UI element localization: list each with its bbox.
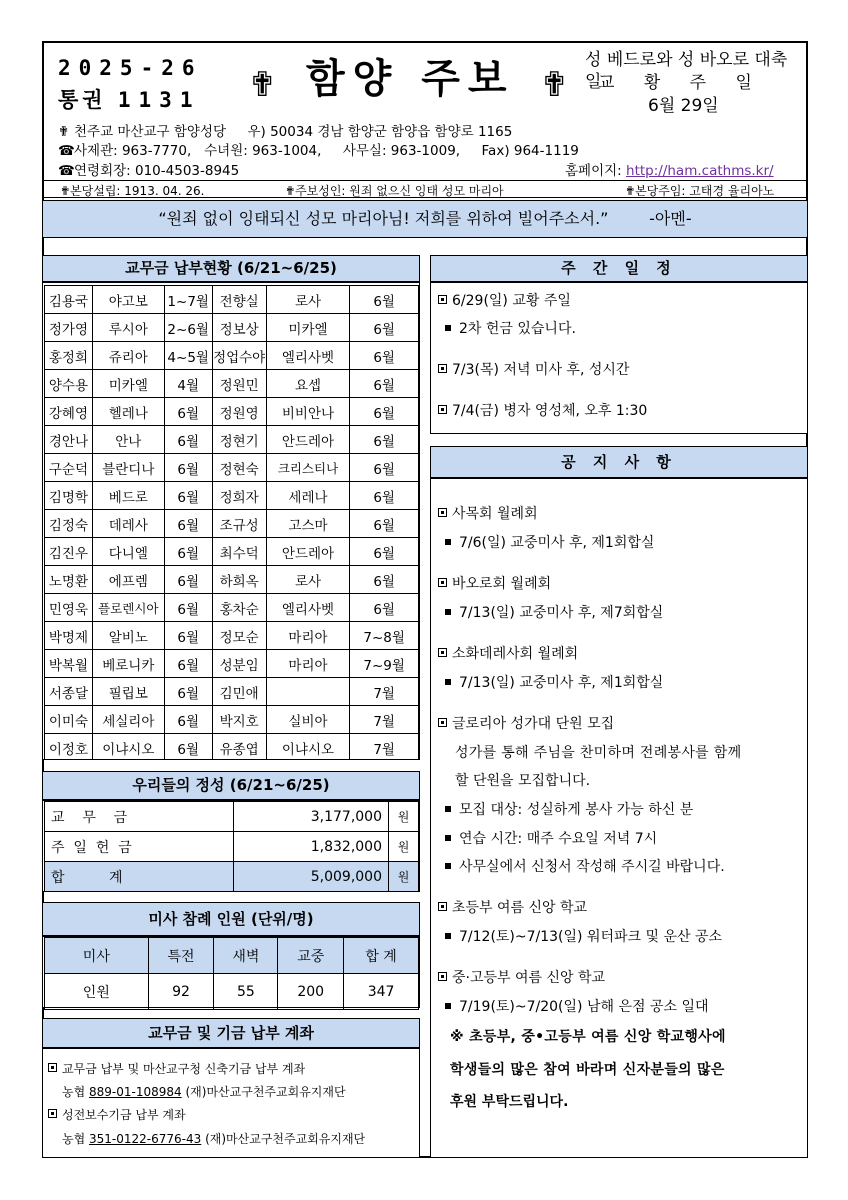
dues-row [45, 482, 419, 510]
notice-detail: 연습 시간: 매주 수요일 저녁 7시 [445, 828, 657, 848]
month-cell: 6월 [350, 566, 419, 594]
name-cell: 정모순 [212, 622, 266, 650]
issue-volume [58, 84, 200, 114]
schedule-item: 6/29(일) 교황 주일 [438, 290, 571, 310]
baptismal-name-cell: 요셉 [266, 370, 350, 398]
square-bullet-icon [48, 1063, 57, 1072]
month-cell: 6월 [350, 286, 419, 314]
contact-line: ☎연령회장: 010-4503-8945 [58, 163, 240, 179]
parish-patron: ✟주보성인: 원죄 없으신 잉태 성모 마리아 [285, 184, 504, 198]
baptismal-name-cell: 크리스티나 [266, 454, 350, 482]
name-cell: 정원민 [212, 370, 266, 398]
square-bullet-icon [438, 578, 447, 587]
square-bullet-icon [438, 508, 447, 517]
schedule-item: 7/4(금) 병자 영성체, 오후 1:30 [438, 400, 647, 420]
baptismal-name-cell: 안나 [92, 426, 164, 454]
name-cell: 정보상 [212, 314, 266, 342]
prayer-banner: “원죄 없이 잉태되신 성모 마리아님! 저희를 위하여 빌어주소서.” -아멘- [42, 200, 808, 238]
month-cell: 7월 [350, 706, 419, 734]
baptismal-name-cell: 미카엘 [266, 314, 350, 342]
dues-panel [42, 282, 420, 760]
baptismal-name-cell: 미카엘 [92, 370, 164, 398]
notice-detail: 모집 대상: 성실하게 봉사 가능 하신 분 [445, 799, 693, 819]
dues-title: 교무금 납부현황 (6/21~6/25) [42, 255, 420, 282]
month-cell: 7월 [350, 734, 419, 761]
month-cell: 2~6월 [164, 314, 212, 342]
baptismal-name-cell: 이냐시오 [266, 734, 350, 761]
baptismal-name-cell: 야고보 [92, 286, 164, 314]
month-cell: 6월 [164, 510, 212, 538]
square-bullet-icon [438, 364, 447, 373]
baptismal-name-cell: 세레나 [266, 482, 350, 510]
header-divider [42, 180, 808, 181]
offering-panel [42, 800, 420, 892]
name-cell: 민영욱 [45, 594, 93, 622]
month-cell: 6월 [164, 426, 212, 454]
name-cell: 정현기 [212, 426, 266, 454]
notice-heading: 바오로회 월례회 [438, 573, 551, 593]
notices-title: 공 지 사 항 [430, 446, 808, 478]
baptismal-name-cell: 세실리아 [92, 706, 164, 734]
bullet-icon [445, 835, 451, 841]
notice-detail: 사무실에서 신청서 작성해 주시길 바랍니다. [445, 856, 725, 876]
bullet-icon [445, 863, 451, 869]
name-cell: 조규성 [212, 510, 266, 538]
phone-icon: ☎ [58, 143, 75, 159]
name-cell: 하희옥 [212, 566, 266, 594]
volume-number: 1131 [117, 88, 201, 112]
attendance-value-row: 인원 92 55 200 347 [45, 974, 419, 1010]
notice-heading: 중·고등부 여름 신앙 학교 [438, 967, 605, 987]
account2-detail: 농협 351-0122-6776-43 (재)마산교구천주교회유지재단 [62, 1132, 366, 1146]
schedule-subitem: 2차 헌금 있습니다. [445, 318, 576, 338]
notice-detail: 7/19(토)~7/20(일) 남해 은점 공소 일대 [445, 996, 709, 1016]
notice-heading: 소화데레사회 월례회 [438, 643, 578, 663]
bullet-icon [445, 806, 451, 812]
dues-row [45, 706, 419, 734]
name-cell: 유종엽 [212, 734, 266, 761]
month-cell: 6월 [350, 538, 419, 566]
name-cell: 이정호 [45, 734, 93, 761]
square-bullet-icon [438, 902, 447, 911]
dues-row [45, 370, 419, 398]
baptismal-name-cell: 베로니카 [92, 650, 164, 678]
name-cell: 양수용 [45, 370, 93, 398]
name-cell: 정업수야 [212, 342, 266, 370]
baptismal-name-cell: 베드로 [92, 482, 164, 510]
name-cell: 강혜영 [45, 398, 93, 426]
name-cell: 최수덕 [212, 538, 266, 566]
month-cell: 6월 [350, 510, 419, 538]
dues-row [45, 314, 419, 342]
month-cell: 6월 [164, 482, 212, 510]
month-cell: 6월 [350, 426, 419, 454]
dues-row [45, 454, 419, 482]
feast-title: 성 베드로와 성 바오로 대축일 [585, 50, 788, 92]
month-cell: 6월 [350, 398, 419, 426]
name-cell: 노명환 [45, 566, 93, 594]
dues-row [45, 650, 419, 678]
square-bullet-icon [438, 972, 447, 981]
parish-pastor: ✟본당주임: 고태경 율리아노 [625, 184, 775, 198]
attendance-title: 미사 참례 인원 (단위/명) [42, 902, 420, 936]
baptismal-name-cell: 안드레아 [266, 426, 350, 454]
homepage-line: 홈페이지: http://ham.cathms.kr/ [565, 163, 774, 179]
account1-detail: 농협 889-01-108984 (재)마산교구천주교회유지재단 [62, 1085, 346, 1099]
baptismal-name-cell: 이냐시오 [92, 734, 164, 761]
notice-emphasis: ※ 초등부, 중•고등부 여름 신앙 학교행사에 [450, 1029, 726, 1045]
month-cell: 4월 [164, 370, 212, 398]
month-cell: 6월 [164, 706, 212, 734]
dues-row [45, 594, 419, 622]
month-cell: 4~5월 [164, 342, 212, 370]
volume-label: 통권 [58, 88, 107, 112]
baptismal-name-cell: 헬레나 [92, 398, 164, 426]
month-cell: 6월 [164, 622, 212, 650]
dues-row [45, 286, 419, 314]
name-cell: 정현숙 [212, 454, 266, 482]
cross-icon: ✟ [58, 124, 70, 140]
notice-detail: 7/6(일) 교중미사 후, 제1회합실 [445, 532, 654, 552]
notice-detail: 7/12(토)~7/13(일) 워터파크 및 운산 공소 [445, 926, 722, 946]
name-cell: 경안나 [45, 426, 93, 454]
name-cell: 박지호 [212, 706, 266, 734]
square-bullet-icon [438, 405, 447, 414]
cross-icon: ✟ [248, 65, 277, 105]
account1-number: 889-01-108984 [89, 1085, 182, 1099]
offering-total-row: 합 계 5,009,000 원 [45, 862, 419, 892]
phone-line: ☎사제관: 963-7770, 수녀원: 963-1004, 사무실: 963-1009, Fax) 964-1119 [58, 143, 579, 159]
name-cell: 정원영 [212, 398, 266, 426]
square-bullet-icon [438, 648, 447, 657]
attendance-table [44, 937, 419, 1010]
dues-row [45, 398, 419, 426]
baptismal-name-cell: 루시아 [92, 314, 164, 342]
bullet-icon [445, 679, 451, 685]
name-cell: 김민애 [212, 678, 266, 706]
baptismal-name-cell: 로사 [266, 566, 350, 594]
account2-number: 351-0122-6776-43 [89, 1132, 202, 1146]
name-cell: 김명학 [45, 482, 93, 510]
dues-row [45, 734, 419, 761]
baptismal-name-cell: 플로렌시아 [92, 594, 164, 622]
offering-row: 교 무 금 3,177,000 원 [45, 802, 419, 832]
baptismal-name-cell: 다니엘 [92, 538, 164, 566]
notice-detail: 7/13(일) 교중미사 후, 제1회합실 [445, 672, 663, 692]
attendance-header-row: 미사 특전 새벽 교중 합 계 [45, 938, 419, 974]
attendance-panel [42, 936, 420, 1008]
dues-row [45, 566, 419, 594]
month-cell: 6월 [164, 650, 212, 678]
offering-table [44, 801, 419, 892]
baptismal-name-cell: 비비안나 [266, 398, 350, 426]
baptismal-name-cell: 엘리사벳 [266, 594, 350, 622]
baptismal-name-cell: 실비아 [266, 706, 350, 734]
month-cell: 6월 [350, 594, 419, 622]
name-cell: 김진우 [45, 538, 93, 566]
month-cell: 6월 [164, 538, 212, 566]
baptismal-name-cell: 마리아 [266, 622, 350, 650]
notice-body: 할 단원을 모집합니다. [455, 773, 591, 789]
parish-founded: ✟본당설립: 1913. 04. 26. [60, 184, 205, 198]
offering-row: 주 일 헌 금 1,832,000 원 [45, 832, 419, 862]
baptismal-name-cell: 고스마 [266, 510, 350, 538]
month-cell: 6월 [350, 314, 419, 342]
dues-row [45, 538, 419, 566]
notice-body: 성가를 통해 주님을 찬미하며 전례봉사를 함께 [455, 745, 742, 761]
notice-heading: 글로리아 성가대 단원 모집 [438, 713, 614, 733]
dues-row [45, 342, 419, 370]
month-cell: 6월 [350, 454, 419, 482]
bullet-icon [445, 609, 451, 615]
name-cell: 홍차순 [212, 594, 266, 622]
accounts-title: 교무금 및 기금 납부 계좌 [42, 1018, 420, 1048]
baptismal-name-cell: 알비노 [92, 622, 164, 650]
month-cell: 6월 [350, 342, 419, 370]
month-cell: 6월 [164, 734, 212, 761]
name-cell: 이미숙 [45, 706, 93, 734]
bullet-icon [445, 539, 451, 545]
name-cell: 정희자 [212, 482, 266, 510]
name-cell: 전향실 [212, 286, 266, 314]
name-cell: 구순덕 [45, 454, 93, 482]
name-cell: 서종달 [45, 678, 93, 706]
account2-title: 성전보수기금 납부 계좌 [48, 1106, 186, 1123]
baptismal-name-cell: 로사 [266, 286, 350, 314]
name-cell: 홍정희 [45, 342, 93, 370]
notice-heading: 사목회 월례회 [438, 503, 538, 523]
header-divider [42, 197, 808, 198]
baptismal-name-cell: 에프렘 [92, 566, 164, 594]
month-cell: 6월 [164, 678, 212, 706]
name-cell: 김용국 [45, 286, 93, 314]
bullet-icon [445, 325, 451, 331]
square-bullet-icon [48, 1109, 57, 1118]
cross-icon: ✟ [540, 65, 569, 105]
month-cell: 6월 [350, 370, 419, 398]
dues-table [44, 285, 419, 760]
baptismal-name-cell: 쥬리아 [92, 342, 164, 370]
name-cell: 김정숙 [45, 510, 93, 538]
dues-row [45, 510, 419, 538]
square-bullet-icon [438, 295, 447, 304]
baptismal-name-cell: 마리아 [266, 650, 350, 678]
schedule-item: 7/3(목) 저녁 미사 후, 성시간 [438, 359, 629, 379]
name-cell: 성분임 [212, 650, 266, 678]
month-cell: 6월 [164, 566, 212, 594]
month-cell: 6월 [164, 398, 212, 426]
name-cell: 박명제 [45, 622, 93, 650]
notice-heading: 초등부 여름 신앙 학교 [438, 897, 587, 917]
baptismal-name-cell: 블란디나 [92, 454, 164, 482]
baptismal-name-cell [266, 678, 350, 706]
offering-title: 우리들의 정성 (6/21~6/25) [42, 771, 420, 800]
phone-icon: ☎ [58, 163, 75, 179]
issue-year: 2025-26 [58, 56, 203, 80]
baptismal-name-cell: 데레사 [92, 510, 164, 538]
square-bullet-icon [438, 718, 447, 727]
account1-title: 교무금 납부 및 마산교구청 신축기금 납부 계좌 [48, 1060, 305, 1077]
bullet-icon [445, 1003, 451, 1009]
month-cell: 7~9월 [350, 650, 419, 678]
feast-subtitle: 교 황 주 일 [598, 73, 764, 93]
month-cell: 7월 [350, 678, 419, 706]
bulletin-title: 함양 주보 [306, 56, 515, 102]
name-cell: 정가영 [45, 314, 93, 342]
bulletin-date: 6월 29일 [648, 96, 719, 116]
notice-emphasis: 학생들의 많은 참여 바라며 신자분들의 많은 [450, 1062, 725, 1078]
baptismal-name-cell: 필립보 [92, 678, 164, 706]
baptismal-name-cell: 엘리사벳 [266, 342, 350, 370]
schedule-title: 주 간 일 정 [430, 255, 808, 282]
baptismal-name-cell: 안드레아 [266, 538, 350, 566]
address-line: ✟ 천주교 마산교구 함양성당 우) 50034 경남 함양군 함양읍 함양로 1165 [58, 124, 513, 140]
bullet-icon [445, 933, 451, 939]
month-cell: 1~7월 [164, 286, 212, 314]
notice-emphasis: 후원 부탁드립니다. [450, 1094, 569, 1110]
dues-row [45, 426, 419, 454]
month-cell: 6월 [164, 594, 212, 622]
month-cell: 6월 [350, 482, 419, 510]
name-cell: 박복월 [45, 650, 93, 678]
month-cell: 6월 [164, 454, 212, 482]
homepage-link[interactable]: http://ham.cathms.kr/ [626, 163, 774, 179]
notice-detail: 7/13(일) 교중미사 후, 제7회합실 [445, 602, 663, 622]
dues-row [45, 622, 419, 650]
dues-row [45, 678, 419, 706]
month-cell: 7~8월 [350, 622, 419, 650]
